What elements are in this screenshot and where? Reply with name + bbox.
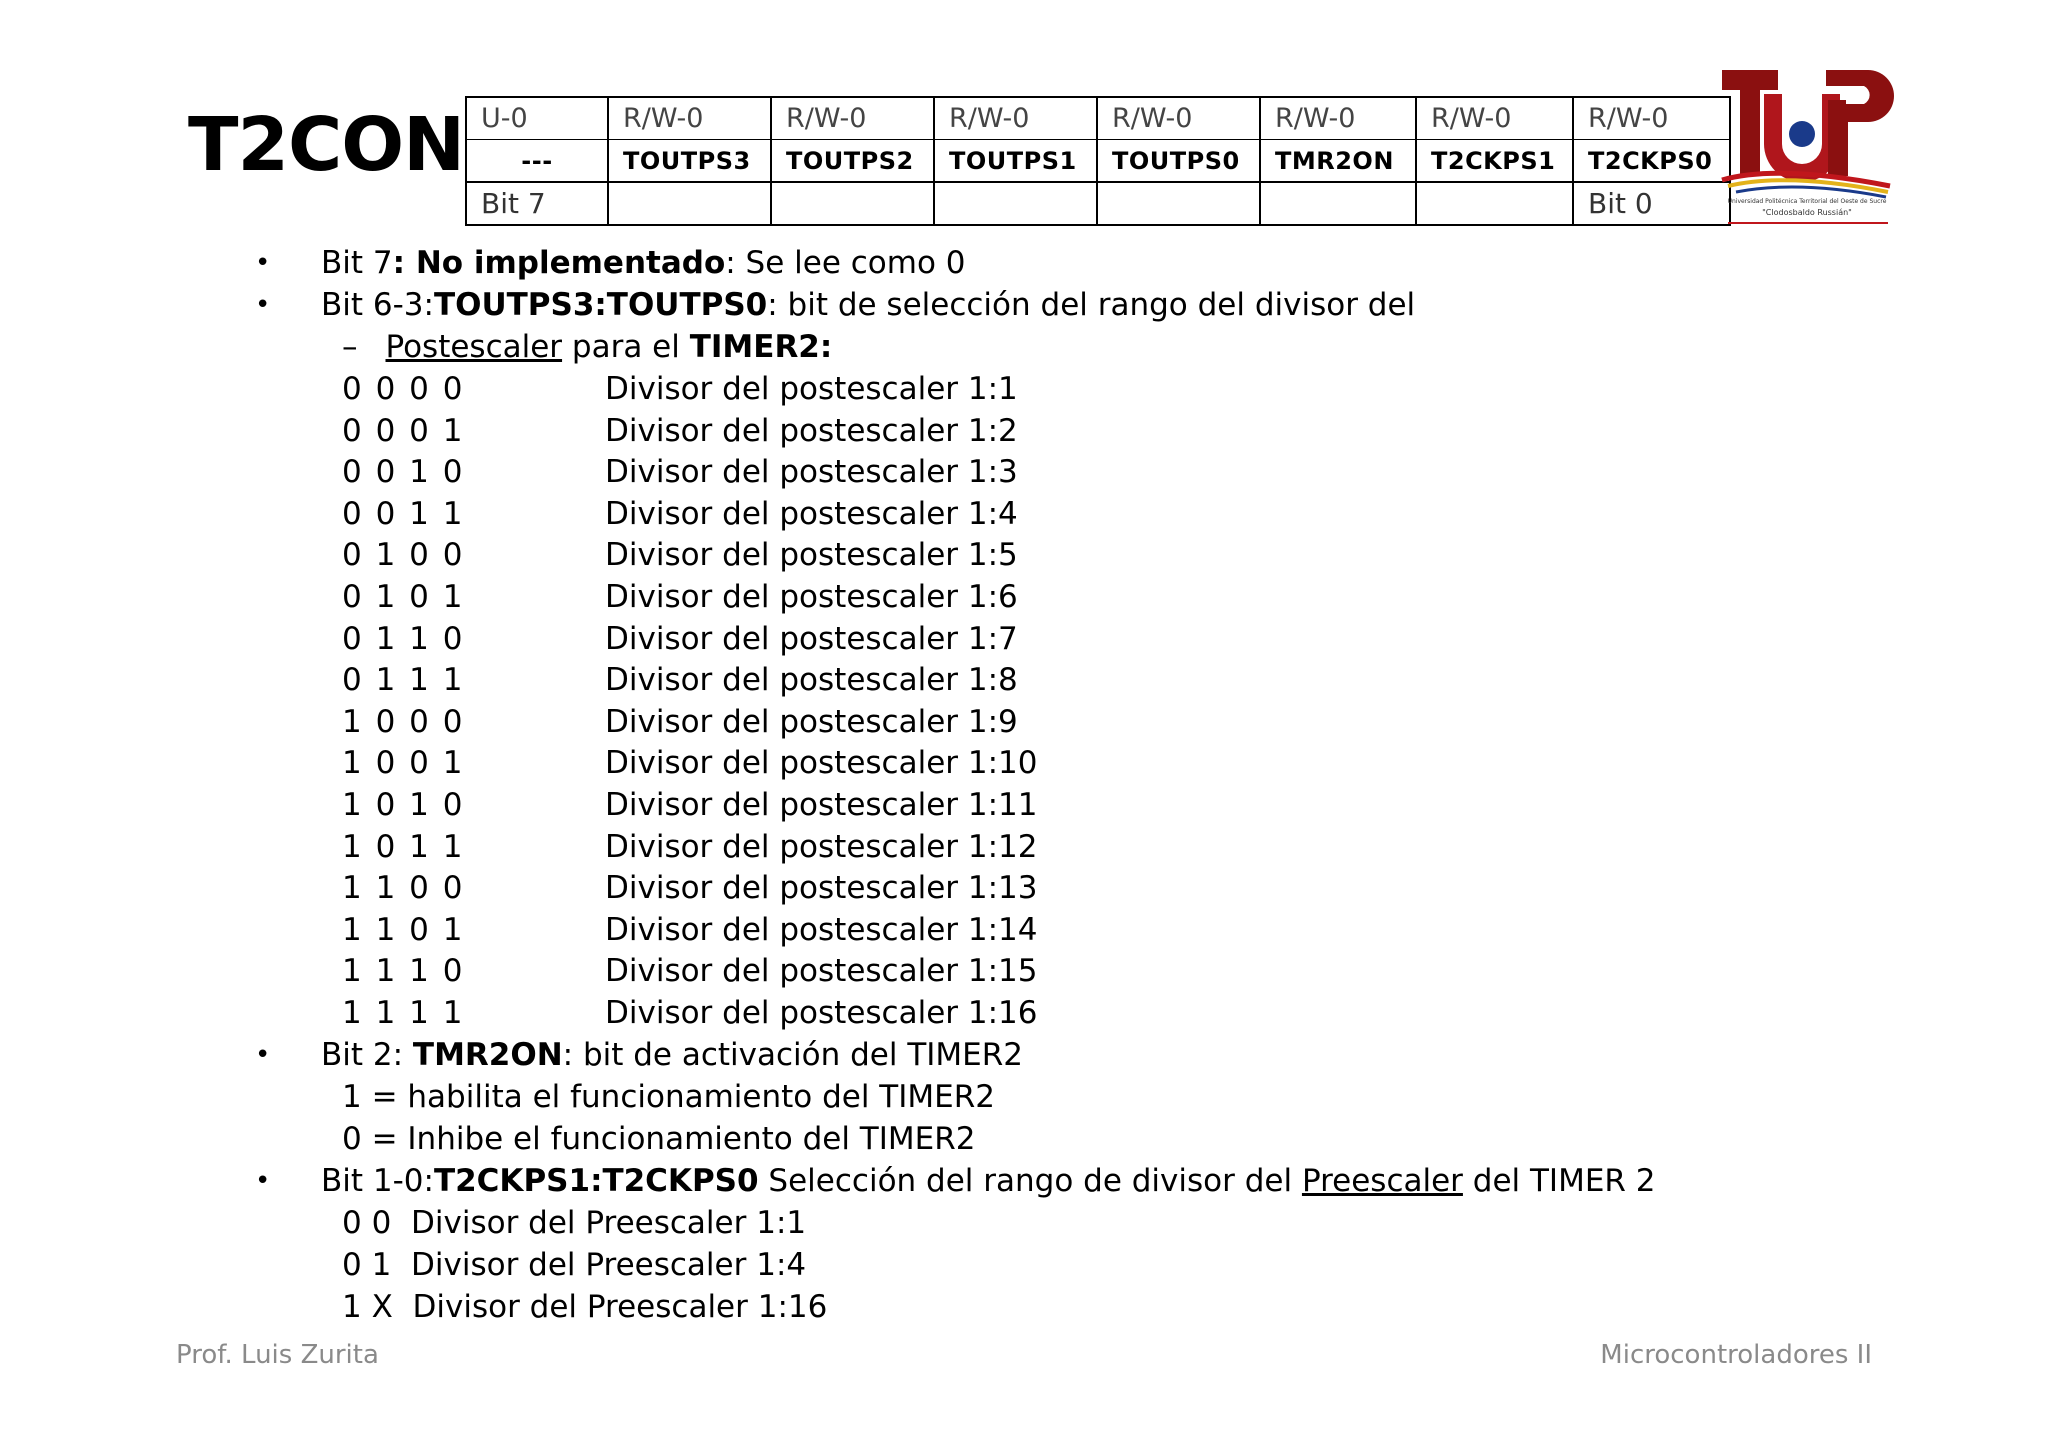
postscaler-code: 1 0 1 1 bbox=[342, 828, 465, 865]
bit-name-cell: TOUTPS2 bbox=[771, 140, 934, 183]
access-cell: R/W-0 bbox=[771, 97, 934, 140]
prescaler-option: 1 X Divisor del Preescaler 1:16 bbox=[342, 1289, 828, 1325]
postscaler-description: Divisor del postescaler 1:13 bbox=[605, 870, 1038, 907]
slide-title: T2CON bbox=[188, 102, 465, 188]
footer-course: Microcontroladores II bbox=[1600, 1340, 1872, 1370]
access-cell: R/W-0 bbox=[934, 97, 1097, 140]
bit2-line: Bit 2: TMR2ON: bit de activación del TIMER2 bbox=[321, 1037, 1024, 1073]
bit6-3-line: Bit 6-3:TOUTPS3:TOUTPS0: bit de selección del rango del divisor del bbox=[321, 287, 1416, 323]
postscaler-description: Divisor del postescaler 1:1 bbox=[605, 371, 1018, 407]
access-cell: R/W-0 bbox=[608, 97, 771, 140]
register-bit-row bbox=[466, 182, 1730, 225]
bit-index-cell bbox=[1097, 182, 1260, 225]
bit-name-cell: T2CKPS1 bbox=[1416, 140, 1573, 183]
postscaler-code: 1 0 1 0 bbox=[342, 787, 465, 823]
postscaler-description: Divisor del postescaler 1:11 bbox=[605, 787, 1038, 823]
postscaler-code: 0 1 1 1 bbox=[342, 662, 465, 699]
bit-name-cell: T2CKPS0 bbox=[1573, 140, 1730, 183]
bullet-icon: • bbox=[255, 290, 271, 320]
postscaler-subline: – Postescaler para el TIMER2: bbox=[342, 329, 833, 365]
postscaler-description: Divisor del postescaler 1:5 bbox=[605, 537, 1018, 574]
bit2-option-0: 0 = Inhibe el funcionamiento del TIMER2 bbox=[342, 1121, 976, 1157]
postscaler-description: Divisor del postescaler 1:8 bbox=[605, 662, 1018, 699]
postscaler-description: Divisor del postescaler 1:14 bbox=[605, 911, 1038, 948]
prescaler-option: 0 1 Divisor del Preescaler 1:4 bbox=[342, 1247, 807, 1283]
postscaler-code: 1 1 1 0 bbox=[342, 953, 465, 990]
bit-index-cell bbox=[771, 182, 934, 225]
access-cell: R/W-0 bbox=[1416, 97, 1573, 140]
bit7-line: Bit 7: No implementado: Se lee como 0 bbox=[321, 245, 966, 281]
bit-index-cell: Bit 7 bbox=[466, 182, 608, 225]
register-name-row bbox=[466, 140, 1730, 183]
logo-caption-university: Universidad Politécnica Territorial del Oeste de Sucre bbox=[1727, 198, 1887, 205]
logo-underline bbox=[1728, 222, 1888, 224]
footer-author: Prof. Luis Zurita bbox=[176, 1340, 379, 1370]
postscaler-code: 1 0 0 0 bbox=[342, 703, 465, 740]
bullet-icon: • bbox=[255, 1166, 271, 1196]
bit1-0-line: Bit 1-0:T2CKPS1:T2CKPS0 Selección del rango de divisor del Preescaler del TIMER 2 bbox=[321, 1163, 1656, 1199]
postscaler-code: 0 0 1 0 bbox=[342, 454, 465, 491]
bit2-option-1: 1 = habilita el funcionamiento del TIMER2 bbox=[342, 1079, 995, 1115]
bit-index-cell bbox=[934, 182, 1097, 225]
bit-name-cell: TOUTPS3 bbox=[608, 140, 771, 183]
postscaler-description: Divisor del postescaler 1:15 bbox=[605, 953, 1038, 990]
postscaler-code: 0 0 0 0 bbox=[342, 371, 465, 407]
bullet-icon: • bbox=[255, 1040, 271, 1070]
bit-name-cell: TMR2ON bbox=[1260, 140, 1416, 183]
logo-caption-name: "Clodosbaldo Russián" bbox=[1762, 208, 1852, 217]
register-access-row bbox=[466, 97, 1730, 140]
postscaler-description: Divisor del postescaler 1:16 bbox=[605, 995, 1038, 1031]
postscaler-code: 1 1 0 1 bbox=[342, 911, 465, 948]
access-cell: R/W-0 bbox=[1097, 97, 1260, 140]
bit-index-cell bbox=[1416, 182, 1573, 225]
postscaler-code: 1 1 1 1 bbox=[342, 995, 465, 1031]
bit-index-cell bbox=[1260, 182, 1416, 225]
postscaler-code: 0 1 0 0 bbox=[342, 537, 465, 574]
postscaler-code: 0 1 0 1 bbox=[342, 579, 465, 615]
university-logo-mark bbox=[1718, 64, 1896, 199]
postscaler-description: Divisor del postescaler 1:6 bbox=[605, 579, 1018, 615]
access-cell: R/W-0 bbox=[1573, 97, 1730, 140]
postscaler-description: Divisor del postescaler 1:10 bbox=[605, 745, 1038, 782]
postscaler-description: Divisor del postescaler 1:12 bbox=[605, 828, 1038, 865]
postscaler-code: 0 0 1 1 bbox=[342, 495, 465, 532]
postscaler-description: Divisor del postescaler 1:2 bbox=[605, 412, 1018, 449]
postscaler-code: 0 1 1 0 bbox=[342, 620, 465, 657]
postscaler-description: Divisor del postescaler 1:9 bbox=[605, 703, 1018, 740]
postscaler-description: Divisor del postescaler 1:3 bbox=[605, 454, 1018, 491]
prescaler-option: 0 0 Divisor del Preescaler 1:1 bbox=[342, 1205, 807, 1241]
bit-name-cell: TOUTPS0 bbox=[1097, 140, 1260, 183]
postscaler-code: 1 0 0 1 bbox=[342, 745, 465, 782]
bit-name-cell: TOUTPS1 bbox=[934, 140, 1097, 183]
bit-name-cell: --- bbox=[466, 140, 608, 183]
postscaler-code: 0 0 0 1 bbox=[342, 412, 465, 449]
bullet-icon: • bbox=[255, 248, 271, 278]
access-cell: R/W-0 bbox=[1260, 97, 1416, 140]
register-table bbox=[465, 96, 1731, 226]
postscaler-description: Divisor del postescaler 1:7 bbox=[605, 620, 1018, 657]
bit-index-cell bbox=[608, 182, 771, 225]
bit-index-cell: Bit 0 bbox=[1573, 182, 1730, 225]
postscaler-description: Divisor del postescaler 1:4 bbox=[605, 495, 1018, 532]
access-cell: U-0 bbox=[466, 97, 608, 140]
postscaler-code: 1 1 0 0 bbox=[342, 870, 465, 907]
